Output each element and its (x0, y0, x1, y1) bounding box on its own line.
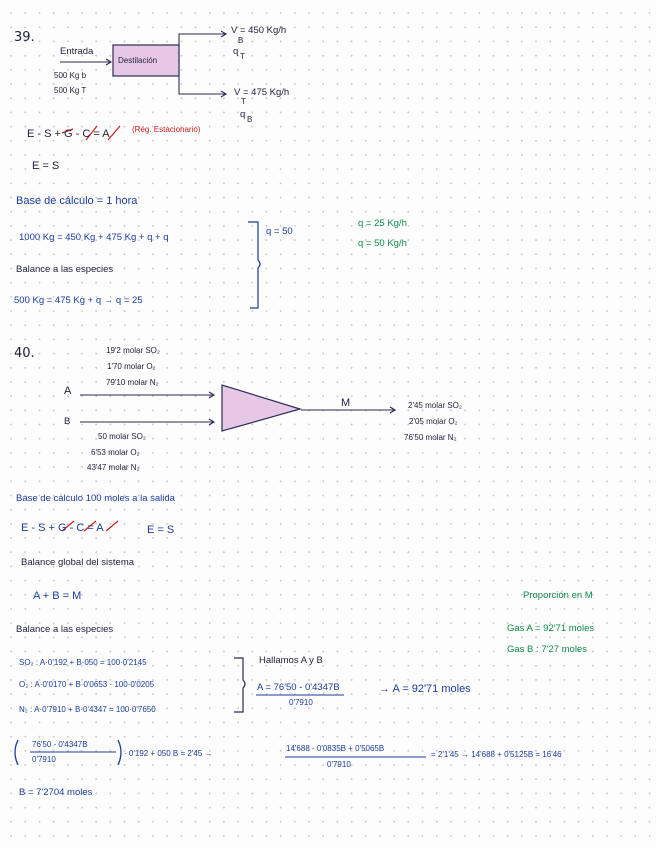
bottom-stream-vt-sub: T (241, 97, 246, 106)
top-stream-qt: q (233, 46, 239, 57)
global-balance-heading-40: Balance global del sistema (21, 557, 135, 568)
proportion-gas-b: Gas B : 7'27 moles (507, 644, 587, 655)
a-fraction-denominator: 0'7910 (289, 698, 313, 707)
solve-heading: Hallamos A y B (259, 655, 323, 666)
b-result: B = 7'2704 moles (19, 787, 93, 798)
steady-state-note: (Rég. Estacionario) (132, 125, 201, 134)
stream-b-comp-3: 43'47 molar N₂ (87, 463, 140, 472)
mixer-triangle (222, 385, 300, 431)
species-eq-o2: O₂ : A·0'0170 + B·0'0653 · 100·0'0205 (19, 680, 155, 689)
long-eq-fraction-numerator: 14'688 - 0'0835B + 0'5065B (286, 744, 385, 753)
stream-m-comp-3: 76'50 molar N₂ (404, 433, 457, 442)
stream-a-label: A (64, 385, 72, 397)
global-balance-39: 1000 Kg = 450 Kg + 475 Kg + q + q (19, 232, 169, 243)
stream-m-label: M (341, 397, 351, 409)
a-result: → A = 92'71 moles (379, 683, 471, 695)
top-stream-vb-sub: B (238, 36, 244, 45)
proportion-title: Proporción en M (523, 590, 593, 601)
species-eq-n2: N₂ : A·0'7910 + B·0'4347 = 100·0'7650 (19, 705, 156, 714)
top-stream-qt-sub: T (240, 52, 245, 61)
qb-final-39: q = 25 Kg/h (358, 218, 407, 229)
brace-40 (234, 658, 245, 712)
top-output-arrow (179, 34, 226, 47)
feed-b: 500 Kg b (54, 71, 87, 80)
long-eq-middle: · 0'192 + 050 B = 2'45 → (124, 749, 213, 758)
proportion-gas-a: Gas A = 92'71 moles (507, 623, 595, 634)
general-balance-eq-40: E - S + G - C = A (21, 522, 104, 534)
stream-b-comp-1: 50 molar SO₂ (98, 432, 147, 441)
qt-final-39: q = 50 Kg/h (358, 238, 407, 249)
species-balance-eq-39: 500 Kg = 475 Kg + q → q = 25 (14, 295, 143, 306)
e-equals-s-39: E = S (32, 160, 60, 172)
qt-result-39: q = 50 (266, 226, 293, 237)
stream-b-label: B (64, 416, 71, 427)
long-eq-numerator: 76'50 - 0'4347B (32, 740, 88, 749)
general-balance-eq-39: E - S + G - C = A (27, 128, 110, 140)
stream-a-comp-3: 79'10 molar N₂ (106, 378, 159, 387)
problem-39-number: 39. (14, 30, 35, 45)
feed-t: 500 Kg T (54, 86, 87, 95)
long-eq-denominator: 0'7910 (32, 755, 56, 764)
bottom-stream-vt: V = 475 Kg/h (234, 87, 290, 98)
global-balance-eq-40: A + B = M (33, 590, 82, 602)
species-eq-so2: SO₂ : A·0'192 + B·050 = 100·0'2145 (19, 658, 147, 667)
stream-a-comp-1: 19'2 molar SO₂ (106, 346, 160, 355)
calc-basis-40: Base de cálculo 100 moles a la salida (16, 493, 175, 504)
long-eq-end: = 2'1'45 → 14'688 + 0'5125B = 16'46 (431, 750, 562, 759)
bottom-stream-qb: q (240, 109, 246, 120)
stream-m-comp-2: 2'05 molar O₂ (409, 417, 458, 426)
feed-label: Entrada (60, 46, 94, 57)
e-equals-s-40: E = S (147, 524, 175, 536)
brace-39 (248, 222, 260, 308)
species-balance-heading-40: Balance a las especies (16, 624, 114, 635)
top-stream-vb: V = 450 Kg/h (231, 25, 287, 36)
problem-40-number: 40. (14, 346, 35, 361)
bottom-stream-qb-sub: B (247, 115, 253, 124)
calc-basis-39: Base de cálculo = 1 hora (16, 195, 138, 207)
stream-m-comp-1: 2'45 molar SO₂ (408, 401, 462, 410)
species-balance-heading-39: Balance a las especies (16, 264, 114, 275)
stream-a-comp-2: 1'70 molar O₂ (107, 362, 156, 371)
stream-b-comp-2: 6'53 molar O₂ (91, 448, 140, 457)
bottom-output-arrow (179, 76, 226, 94)
long-eq-fraction-denominator: 0'7910 (327, 760, 351, 769)
distillation-box-label: Destilación (118, 56, 158, 65)
a-fraction-numerator: A = 76'50 - 0'4347B (257, 682, 340, 693)
